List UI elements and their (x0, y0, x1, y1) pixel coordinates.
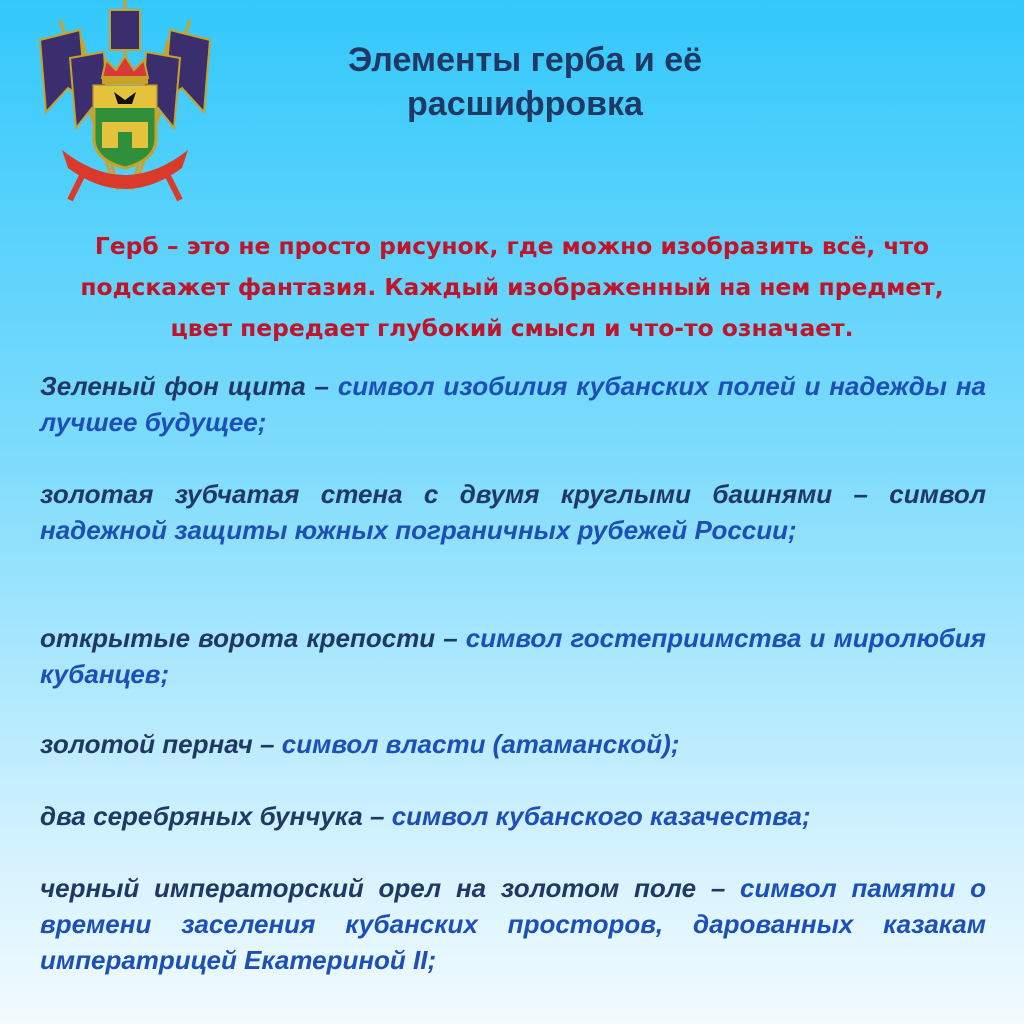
list-item (40, 870, 986, 978)
item-description: символ памяти о времени заселения кубанских просторов, дарованных казакам императрицей Екатериной II; (40, 873, 986, 975)
item-term: открытые ворота крепости – (40, 623, 466, 653)
coat-of-arms-emblem (22, 0, 228, 205)
item-description: надежной защиты южных пограничных рубежей России; (40, 515, 797, 545)
page-title (255, 38, 795, 126)
item-description: символ власти (атаманской); (281, 729, 680, 759)
item-term: золотая зубчатая стена с двумя круглыми башнями – символ (40, 479, 986, 509)
list-item (40, 620, 986, 692)
item-term: Зеленый фон щита – (40, 371, 338, 401)
list-item (40, 726, 986, 762)
item-term: черный императорский орел на золотом поле – (40, 873, 741, 903)
page-title-line-1: Элементы герба и её (347, 41, 703, 79)
list-item (40, 798, 986, 834)
list-item (40, 368, 986, 440)
krasnodar-coat-of-arms-icon (22, 0, 228, 205)
item-description: символ изобилия кубанских полей и надежды на лучшее будущее; (40, 371, 987, 437)
item-description: символ гостеприимства и миролюбия кубанцев; (40, 623, 986, 689)
intro-line-1: Герб – это не просто рисунок, где можно изобразить всё, что (94, 232, 930, 260)
page-title-line-2: расшифровка (407, 85, 643, 123)
item-term: золотой пернач – (40, 729, 282, 759)
intro-line-2: подскажет фантазия. Каждый изображенный на нем предмет, (80, 273, 944, 301)
intro-line-3: цвет передает глубокий смысл и что-то означает. (170, 314, 854, 342)
item-description: символ кубанского казачества; (391, 801, 811, 831)
item-term: два серебряных бунчука – (40, 801, 392, 831)
list-item (40, 476, 986, 548)
intro-paragraph (30, 226, 994, 349)
